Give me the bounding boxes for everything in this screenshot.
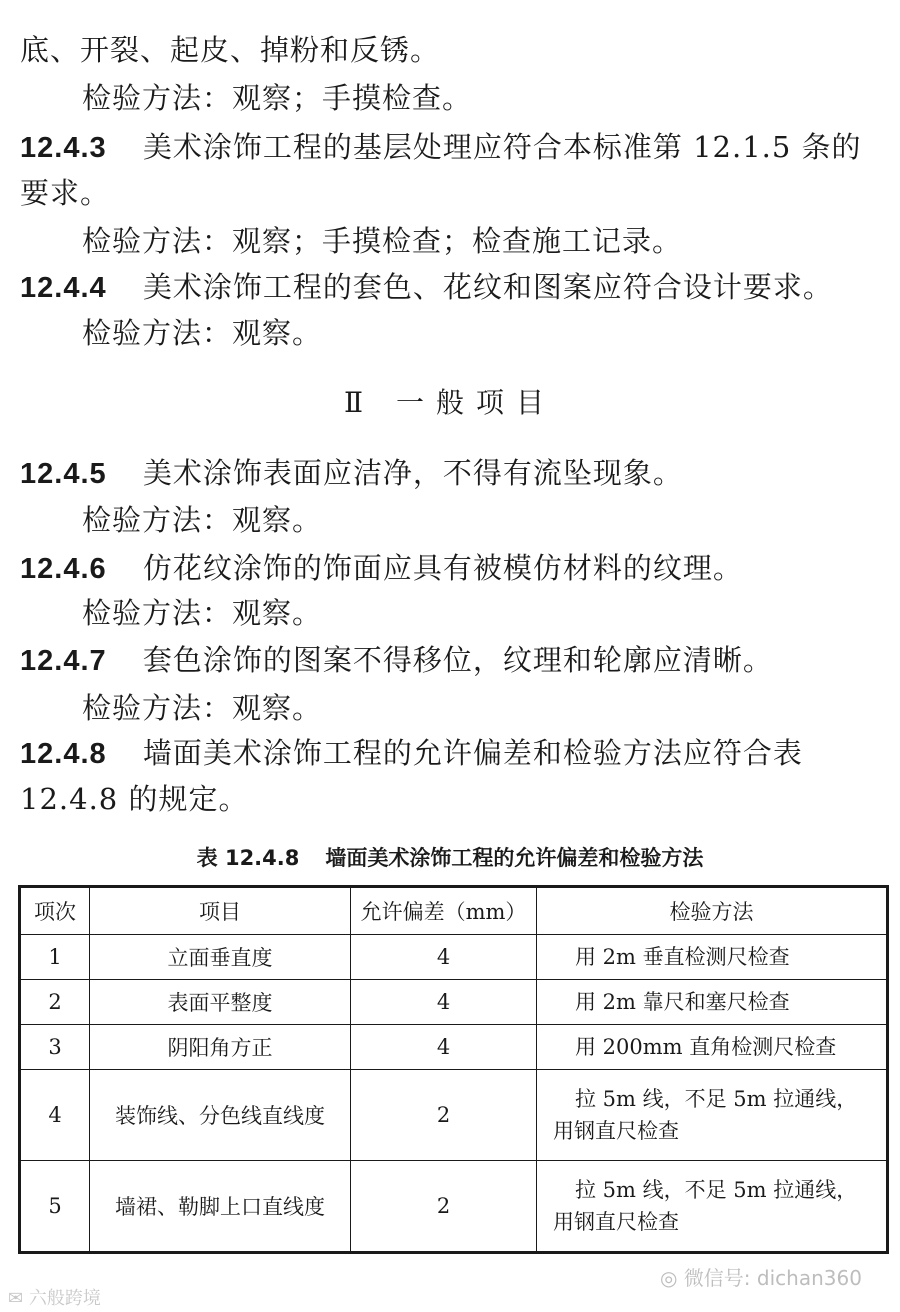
clause-text: 美术涂饰工程的套色、花纹和图案应符合设计要求。 xyxy=(142,270,833,304)
row-item: 墙裙、勒脚上口直线度 xyxy=(90,1161,351,1253)
inspection-method-line: 检验方法：观察。 xyxy=(82,503,323,537)
row-tolerance: 4 xyxy=(351,1025,537,1070)
table-row xyxy=(20,980,888,1025)
clause-12-4-4 xyxy=(20,264,833,311)
header-cell: 允许偏差（mm） xyxy=(351,887,537,935)
row-method: 用 2m 垂直检测尺检查 xyxy=(537,935,888,980)
paragraph-line: 12.4.8 的规定。 xyxy=(20,782,249,816)
clause-number: 12.4.5 xyxy=(20,458,107,490)
inspection-method-line: 检验方法：观察；手摸检查。 xyxy=(82,81,473,115)
section-heading: Ⅱ 一般项目 xyxy=(344,386,556,419)
clause-text: 美术涂饰工程的基层处理应符合本标准第 12.1.5 条的 xyxy=(142,130,862,164)
chat-bubble-icon: ✉ xyxy=(8,1288,24,1309)
row-number: 5 xyxy=(20,1161,90,1253)
clause-12-4-8 xyxy=(20,730,803,777)
header-cell: 检验方法 xyxy=(537,887,888,935)
inspection-method-line: 检验方法：观察。 xyxy=(82,691,323,725)
watermark-left: ✉ 六般跨境 xyxy=(8,1288,101,1309)
row-method: 用 2m 靠尺和塞尺检查 xyxy=(537,980,888,1025)
row-item: 表面平整度 xyxy=(90,980,351,1025)
clause-12-4-3 xyxy=(20,124,862,171)
table-title: 墙面美术涂饰工程的允许偏差和检验方法 xyxy=(325,846,704,870)
table-row xyxy=(20,1070,888,1161)
paragraph-line: 要求。 xyxy=(20,176,111,210)
table-number: 表 12.4.8 xyxy=(196,846,300,870)
row-tolerance: 4 xyxy=(351,935,537,980)
watermark-right: ◎ 微信号: dichan360 xyxy=(660,1266,862,1290)
paragraph-line: 底、开裂、起皮、掉粉和反锈。 xyxy=(20,33,441,67)
row-item: 装饰线、分色线直线度 xyxy=(90,1070,351,1161)
row-item: 立面垂直度 xyxy=(90,935,351,980)
clause-number: 12.4.8 xyxy=(20,738,107,770)
clause-text: 套色涂饰的图案不得移位，纹理和轮廓应清晰。 xyxy=(142,643,773,677)
row-number: 2 xyxy=(20,980,90,1025)
clause-12-4-6 xyxy=(20,545,743,592)
tolerance-table xyxy=(18,885,889,1254)
clause-number: 12.4.4 xyxy=(20,272,107,304)
row-method: 拉 5m 线，不足 5m 拉通线， 用钢直尺检查 xyxy=(537,1161,888,1253)
header-cell: 项目 xyxy=(90,887,351,935)
row-method: 用 200mm 直角检测尺检查 xyxy=(537,1025,888,1070)
row-number: 1 xyxy=(20,935,90,980)
row-tolerance: 2 xyxy=(351,1161,537,1253)
clause-text: 美术涂饰表面应洁净，不得有流坠现象。 xyxy=(142,456,683,490)
table-header-row xyxy=(20,887,888,935)
clause-text: 墙面美术涂饰工程的允许偏差和检验方法应符合表 xyxy=(142,736,803,770)
table-row xyxy=(20,1025,888,1070)
clause-text: 仿花纹涂饰的饰面应具有被模仿材料的纹理。 xyxy=(142,551,743,585)
row-number: 4 xyxy=(20,1070,90,1161)
row-tolerance: 2 xyxy=(351,1070,537,1161)
inspection-method-line: 检验方法：观察；手摸检查；检查施工记录。 xyxy=(82,224,683,258)
clause-12-4-7 xyxy=(20,637,773,684)
inspection-method-line: 检验方法：观察。 xyxy=(82,596,323,630)
table-caption xyxy=(0,842,900,874)
row-method: 拉 5m 线，不足 5m 拉通线， 用钢直尺检查 xyxy=(537,1070,888,1161)
clause-number: 12.4.7 xyxy=(20,645,107,677)
row-tolerance: 4 xyxy=(351,980,537,1025)
clause-number: 12.4.3 xyxy=(20,132,107,164)
inspection-method-line: 检验方法：观察。 xyxy=(82,316,323,350)
row-item: 阴阳角方正 xyxy=(90,1025,351,1070)
row-number: 3 xyxy=(20,1025,90,1070)
wechat-icon: ◎ xyxy=(660,1266,678,1290)
table-row xyxy=(20,1161,888,1253)
clause-number: 12.4.6 xyxy=(20,553,107,585)
clause-12-4-5 xyxy=(20,450,683,497)
header-cell: 项次 xyxy=(20,887,90,935)
table-row xyxy=(20,935,888,980)
